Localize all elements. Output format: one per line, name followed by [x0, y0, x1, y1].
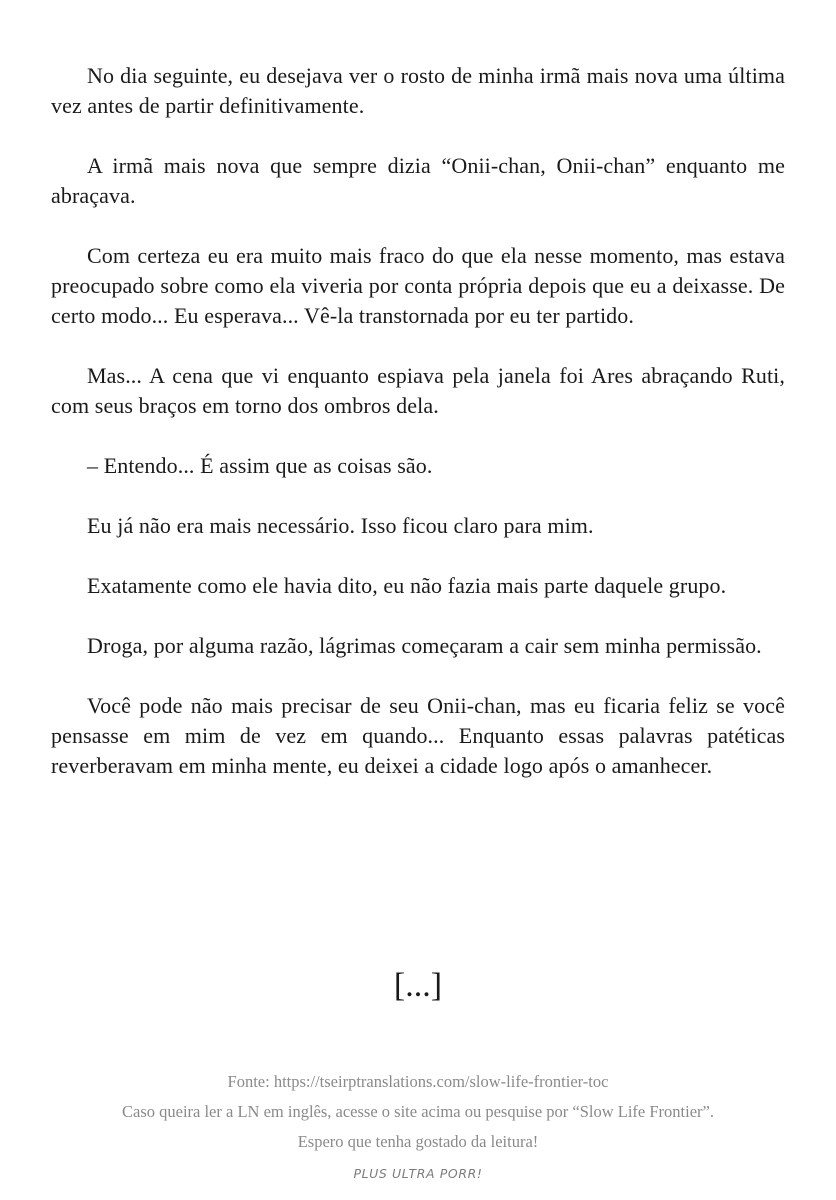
- paragraph: Com certeza eu era muito mais fraco do que ela nesse momento, mas estava preocupado sobre como ela viveria por conta própria depois que eu a deixasse. De certo modo... Eu esperava... Vê-la transtornada por eu ter partido.: [51, 243, 785, 328]
- footer-thanks: Espero que tenha gostado da leitura!: [297, 1132, 539, 1151]
- paragraph: Mas... A cena que vi enquanto espiava pela janela foi Ares abraçando Ruti, com seus braços em torno dos ombros dela.: [51, 363, 785, 418]
- section-break: [...]: [393, 967, 443, 1004]
- footer-tagline: PLUS ULTRA PORR!: [353, 1166, 483, 1181]
- paragraph: Você pode não mais precisar de seu Onii-chan, mas eu ficaria feliz se você pensasse em mim de vez em quando... Enquanto essas palavras patéticas reverberavam em minha mente, eu deixei a cidade logo após o amanhecer.: [51, 693, 785, 778]
- footer-source: Fonte: https://tseirptranslations.com/slow-life-frontier-toc: [227, 1072, 609, 1091]
- paragraph: Exatamente como ele havia dito, eu não fazia mais parte daquele grupo.: [87, 573, 727, 598]
- paragraph: Droga, por alguma razão, lágrimas começaram a cair sem minha permissão.: [87, 633, 762, 658]
- paragraph: A irmã mais nova que sempre dizia “Onii-chan, Onii-chan” enquanto me abraçava.: [51, 153, 785, 208]
- paragraph: Eu já não era mais necessário. Isso ficou claro para mim.: [87, 513, 594, 538]
- paragraph: – Entendo... É assim que as coisas são.: [87, 453, 433, 478]
- paragraph: No dia seguinte, eu desejava ver o rosto de minha irmã mais nova uma última vez antes de partir definitivamente.: [51, 63, 785, 118]
- footer-note: Caso queira ler a LN em inglês, acesse o site acima ou pesquise por “Slow Life Frontier”.: [122, 1102, 714, 1121]
- chapter-body: [51, 61, 785, 811]
